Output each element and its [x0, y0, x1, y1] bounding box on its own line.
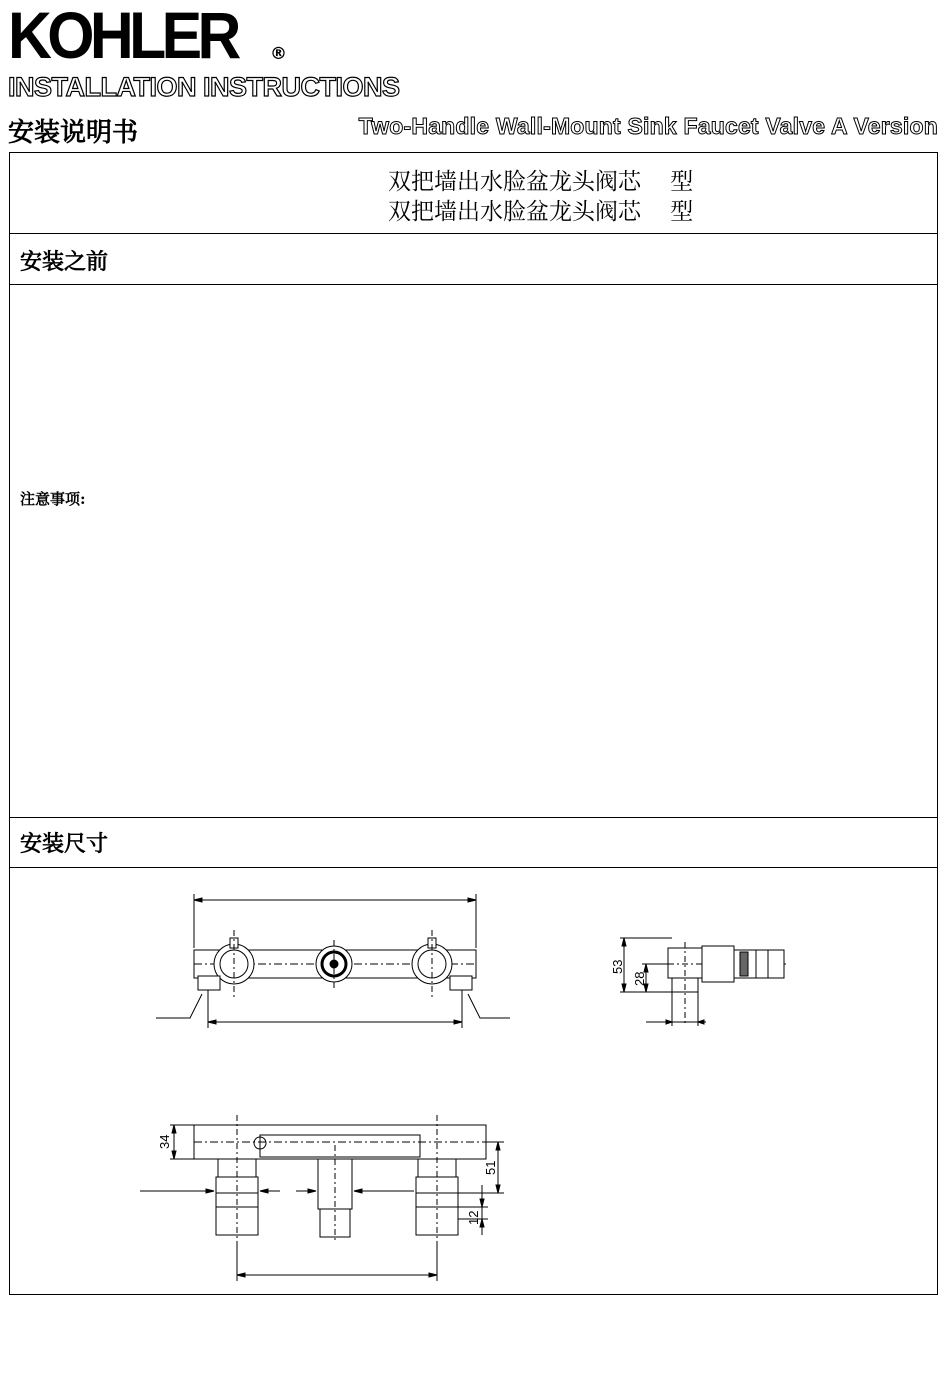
side-view-drawing [610, 930, 800, 1030]
dim-12-label: 12 [466, 1210, 481, 1225]
model-line-2: 双把墙出水脸盆龙头阀芯 型 [388, 199, 694, 225]
registered-mark: ® [270, 44, 287, 64]
top-view-drawing [140, 1115, 520, 1290]
section-before-install: 安装之前 [20, 250, 109, 275]
divider [10, 284, 937, 285]
divider [10, 233, 937, 234]
divider [10, 817, 937, 818]
dim-51-label: 51 [483, 1160, 498, 1175]
front-view-drawing [150, 890, 520, 1030]
divider [10, 867, 937, 868]
chinese-title: 安装说明书 [8, 118, 139, 148]
product-subtitle: Two-Handle Wall-Mount Sink Faucet Valve A Version [358, 113, 938, 139]
dim-53-label: 53 [610, 959, 625, 974]
logo-wordmark: KOHLER [8, 0, 237, 72]
dim-34-label: 34 [157, 1134, 172, 1149]
model-line-1: 双把墙出水脸盆龙头阀芯 型 [388, 169, 694, 195]
kohler-logo [8, 0, 287, 72]
notes-label: 注意事项: [20, 490, 86, 508]
section-dimensions: 安装尺寸 [20, 832, 109, 857]
installation-instructions-title: INSTALLATION INSTRUCTIONS [8, 72, 400, 102]
dim-28-label: 28 [632, 971, 647, 986]
